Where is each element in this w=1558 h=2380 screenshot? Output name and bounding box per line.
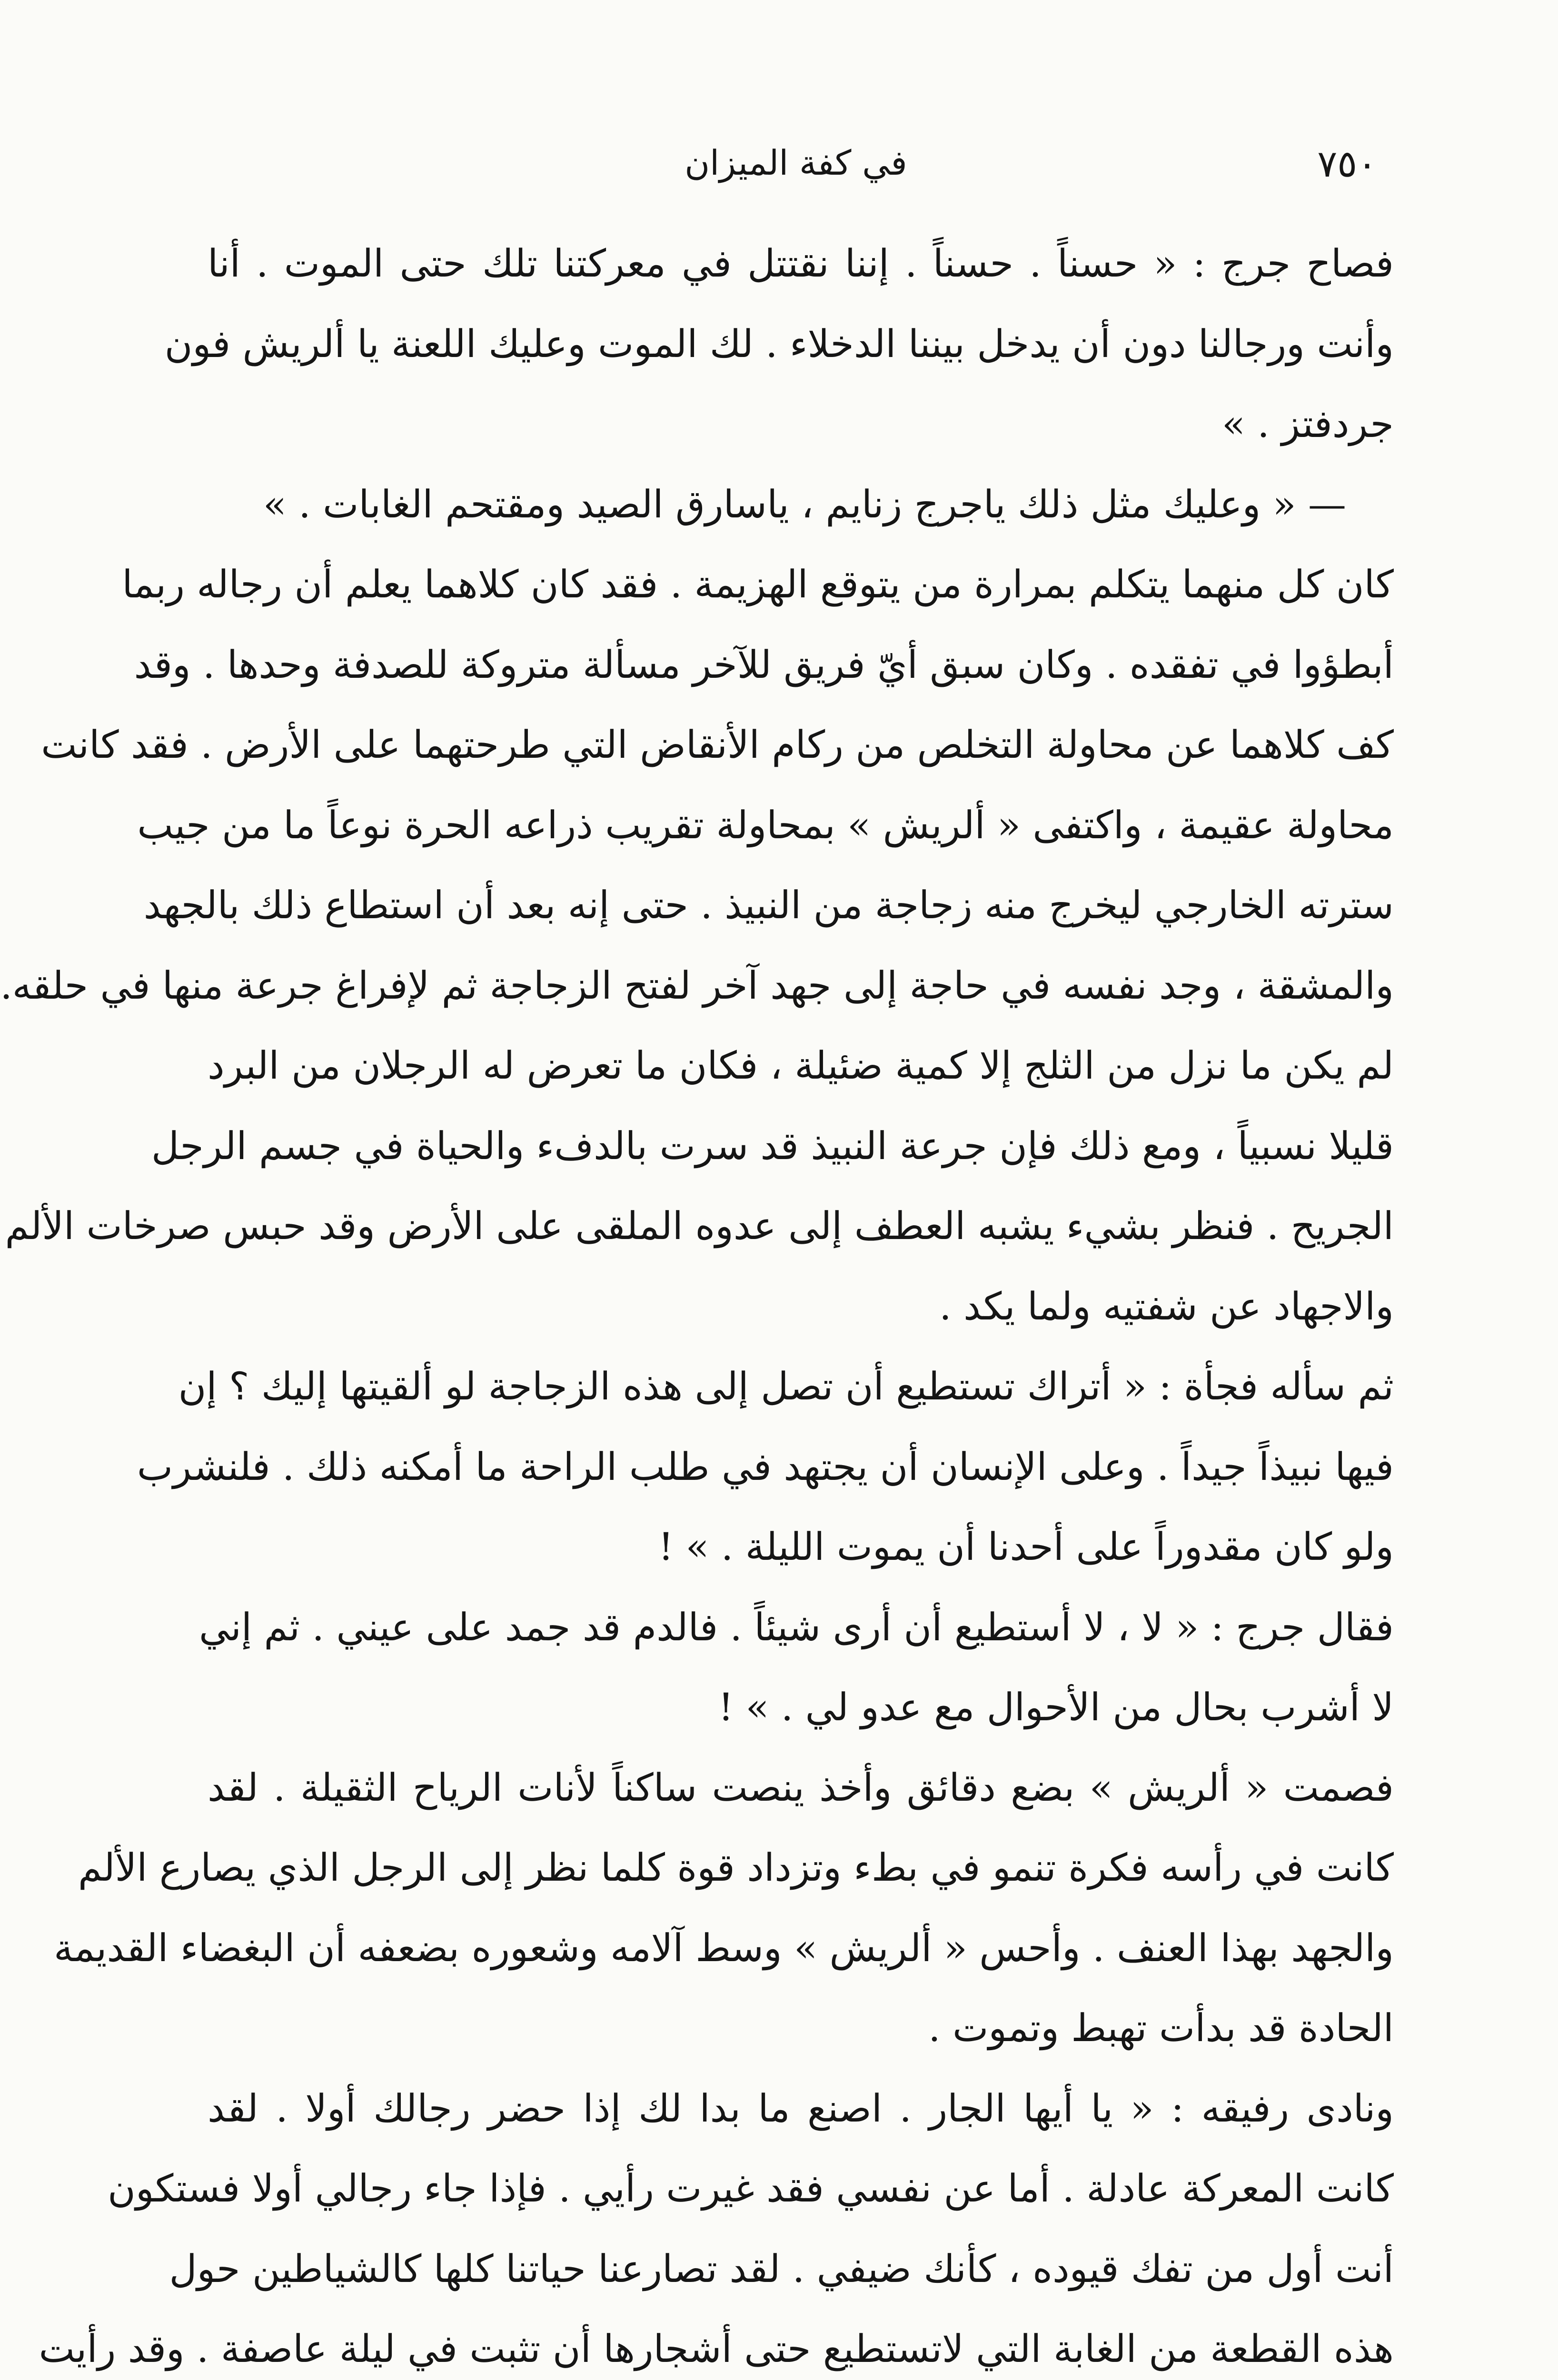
text-line: قليلا نسبياً ، ومع ذلك فإن جرعة النبيذ قد سرت بالدفء والحياة في جسم الرجل	[151, 1123, 1394, 1168]
text-line: أبطؤوا في تفقده . وكان سبق أيّ فريق للآخر مسألة متروكة للصدفة وحدها . وقد	[134, 642, 1394, 687]
text-line: كانت في رأسه فكرة تنمو في بطء وتزداد قوة كلما نظر إلى الرجل الذي يصارع الألم	[78, 1845, 1394, 1890]
page-number: ٧٥٠	[1317, 143, 1377, 186]
text-line: فقال جرج : « لا ، لا أستطيع أن أرى شيئاً . فالدم قد جمد على عيني . ثم إني	[198, 1605, 1394, 1649]
text-line: هذه القطعة من الغابة التي لاتستطيع حتى أشجارها أن تثبت في ليلة عاصفة . وقد رأيت	[39, 2327, 1394, 2371]
text-line: جردفتز . »	[1222, 402, 1394, 446]
text-line: لا أشرب بحال من الأحوال مع عدو لي . » !	[718, 1685, 1394, 1729]
text-line: كان كل منهما يتكلم بمرارة من يتوقع الهزيمة . فقد كان كلاهما يعلم أن رجاله ربما	[122, 562, 1394, 606]
text-line: وأنت ورجالنا دون أن يدخل بيننا الدخلاء . لك الموت وعليك اللعنة يا ألريش فون	[164, 321, 1394, 366]
text-line: الجريح . فنظر بشيء يشبه العطف إلى عدوه الملقى على الأرض وقد حبس صرخات الألم	[5, 1204, 1394, 1248]
text-line: الحادة قد بدأت تهبط وتموت .	[928, 2006, 1394, 2050]
text-line: والمشقة ، وجد نفسه في حاجة إلى جهد آخر لفتح الزجاجة ثم لإفراغ جرعة منها في حلقه.	[0, 963, 1394, 1008]
text-line: فيها نبيذاً جيداً . وعلى الإنسان أن يجتهد في طلب الراحة ما أمكنه ذلك . فلنشرب	[137, 1444, 1394, 1489]
text-line: محاولة عقيمة ، واكتفى « ألريش » بمحاولة تقريب ذراعه الحرة نوعاً ما من جيب	[137, 803, 1394, 847]
text-line: سترته الخارجي ليخرج منه زجاجة من النبيذ . حتى إنه بعد أن استطاع ذلك بالجهد	[143, 883, 1394, 927]
running-title: في كفة الميزان	[685, 143, 907, 183]
text-line: كانت المعركة عادلة . أما عن نفسي فقد غيرت رأيي . فإذا جاء رجالي أولا فستكون	[108, 2166, 1394, 2211]
text-line: لم يكن ما نزل من الثلج إلا كمية ضئيلة ، فكان ما تعرض له الرجلان من البرد	[208, 1043, 1394, 1088]
text-line: ثم سأله فجأة : « أتراك تستطيع أن تصل إلى هذه الزجاجة لو ألقيتها إليك ؟ إن	[178, 1364, 1394, 1408]
text-line: والجهد بهذا العنف . وأحس « ألريش » وسط آلامه وشعوره بضعفه أن البغضاء القديمة	[54, 1925, 1394, 1970]
text-line: أنت أول من تفك قيوده ، كأنك ضيفي . لقد تصارعنا حياتنا كلها كالشياطين حول	[169, 2246, 1394, 2291]
text-line: كف كلاهما عن محاولة التخلص من ركام الأنقاض التي طرحتهما على الأرض . فقد كانت	[41, 723, 1394, 767]
text-line: فصاح جرج : « حسناً . حسناً . إننا نقتتل في معركتنا تلك حتى الموت . أنا	[208, 241, 1394, 286]
body-text	[0, 224, 1394, 2380]
text-line: ولو كان مقدوراً على أحدنا أن يموت الليلة . » !	[658, 1525, 1394, 1569]
page-header	[215, 143, 1377, 200]
text-line: والاجهاد عن شفتيه ولما يكد .	[939, 1284, 1394, 1329]
text-line: فصمت « ألريش » بضع دقائق وأخذ ينصت ساكناً لأنات الرياح الثقيلة . لقد	[208, 1765, 1394, 1810]
text-line: ونادى رفيقه : « يا أيها الجار . اصنع ما بدا لك إذا حضر رجالك أولا . لقد	[208, 2086, 1394, 2131]
text-line: — « وعليك مثل ذلك ياجرج زنايم ، ياسارق الصيد ومقتحم الغابات . »	[263, 482, 1346, 526]
